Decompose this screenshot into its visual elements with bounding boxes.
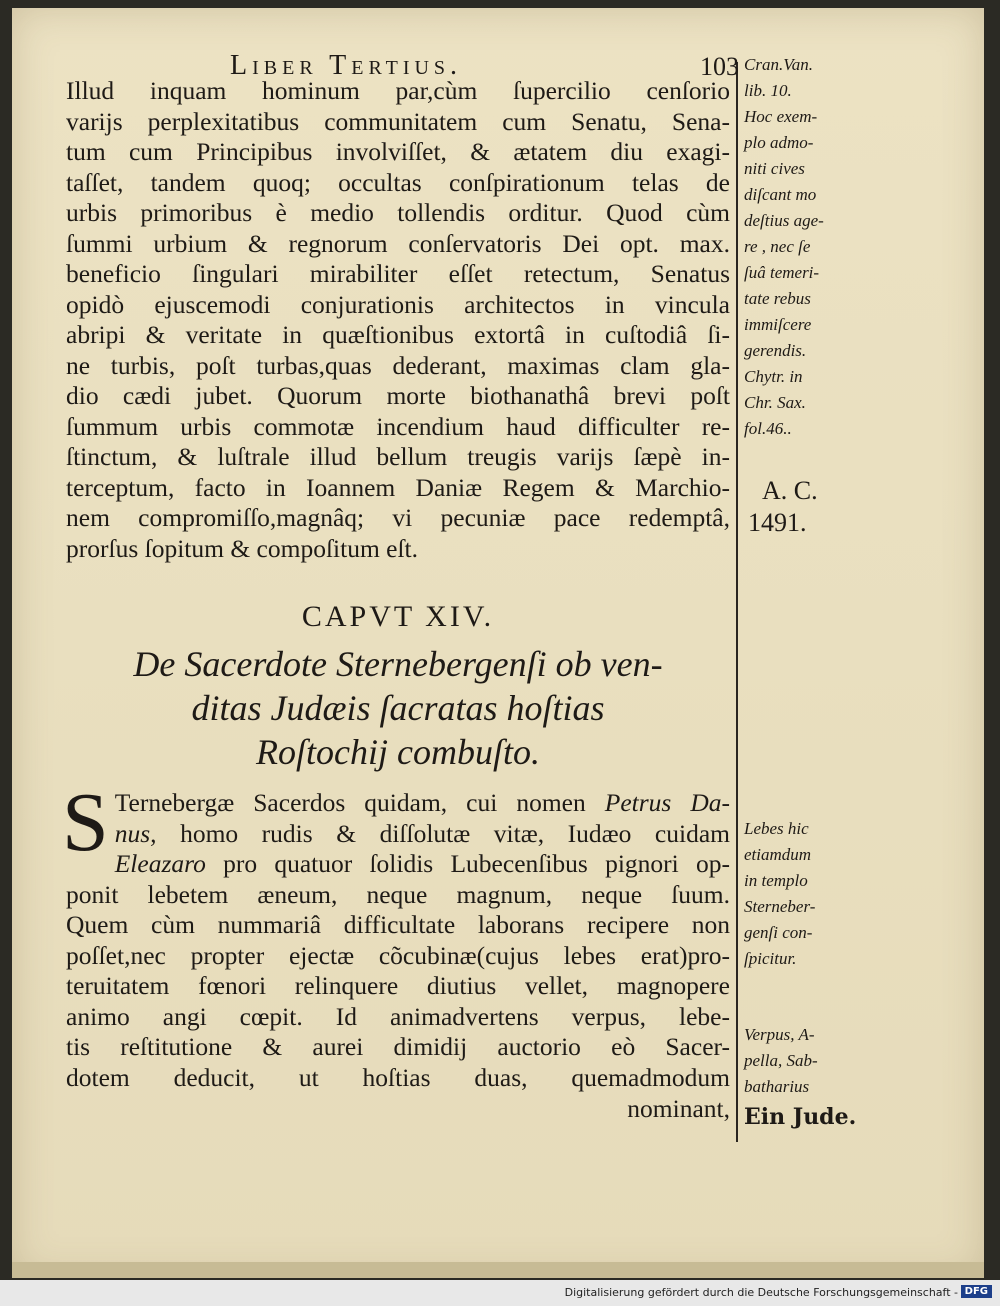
margin-line: niti cives: [744, 159, 805, 178]
text-segment: Ternebergæ Sacerdos quidam, cui nomen: [114, 788, 605, 817]
margin-line: Cran.Van.: [744, 55, 813, 74]
main-text-block: [66, 76, 730, 564]
text-line: prorſus ſopitum & compoſitum eſt.: [66, 533, 419, 563]
running-title: Liber Tertius.: [230, 50, 463, 81]
margin-line: plo admo-: [744, 133, 814, 152]
text-line: opidò ejuscemodi conjurationis architectos in vincula: [66, 289, 730, 319]
margin-line: re , nec ſe: [744, 237, 811, 256]
text-line: ponit lebetem æneum, neque magnum, neque ſuum.: [66, 879, 730, 909]
text-line: abripi & veritate in quæſtionibus extortâ in cuſtodiâ ſi-: [66, 320, 730, 349]
margin-line: in templo: [744, 871, 808, 890]
margin-line: ſpicitur.: [744, 949, 797, 968]
text-line: dio cædi jubet. Quorum morte biothanathâ brevi poſt: [66, 381, 730, 410]
text-line: varijs perplexitatibus communitatem cum Senatu, Sena-: [66, 106, 730, 136]
chapter-title-line: ditas Judæis ſacratas hoſtias: [191, 688, 605, 728]
margin-line: batharius: [744, 1077, 810, 1096]
margin-line: tate rebus: [744, 289, 811, 308]
personal-name: Petrus Da-: [604, 788, 730, 817]
margin-line: Chytr. in: [744, 367, 803, 386]
text-line: Quem cùm nummariâ difficultate laborans recipere non: [66, 910, 730, 939]
text-line: dotem deducit, ut hoſtias duas, quemadmodum: [66, 1062, 730, 1092]
margin-line: etiamdum: [744, 845, 812, 864]
text-line: ſtinctum, & luſtrale illud bellum treugis varijs ſæpè in-: [66, 442, 730, 471]
text-line: beneficio ſingulari mirabiliter eſſet retectum, Senatus: [66, 259, 730, 288]
margin-line: diſcant mo: [744, 185, 817, 204]
text-line: tum cum Principibus involviſſet, & ætatem diu exagi-: [66, 137, 730, 166]
dfg-logo: DFG: [961, 1285, 992, 1298]
margin-line: lib. 10.: [744, 81, 792, 100]
margin-rule: [736, 62, 738, 1142]
text-line: teruitatem fœnori relinquere diutius vellet, magnopere: [66, 971, 730, 1000]
margin-line: immiſcere: [744, 315, 812, 334]
text-line: urbis primoribus è medio tollendis orditur. Quod cùm: [66, 198, 730, 227]
text-line: ne turbis, poſt turbas,quas dederant, maximas clam gla-: [66, 350, 730, 380]
margin-note-citation: [744, 52, 854, 442]
chapter-title-line: De Sacerdote Sternebergenſi ob ven-: [133, 644, 663, 684]
margin-line: Lebes hic: [744, 819, 809, 838]
text-line: nem compromiſſo,magnâq; vi pecuniæ pace redemptâ,: [66, 503, 730, 532]
margin-year-label: A. C.: [762, 476, 818, 505]
text-line: animo angi cœpit. Id animadvertens verpus, lebe-: [66, 1001, 730, 1031]
footer-credit: Digitalisierung gefördert durch die Deutsche Forschungsgemeinschaft -: [564, 1286, 958, 1299]
text-line: terceptum, facto in Ioannem Daniæ Regem & Marchio-: [66, 472, 730, 502]
margin-line: gerendis.: [744, 341, 807, 360]
text-line: [66, 819, 730, 850]
text-line: poſſet,nec propter ejectæ cõcubinæ(cujus lebes erat)pro-: [66, 940, 730, 970]
margin-line: fol.46..: [744, 419, 792, 438]
margin-note-lebes: [744, 816, 854, 972]
margin-blackletter-gloss: Ein Jude.: [744, 1104, 857, 1130]
margin-year: 1491.: [748, 508, 807, 537]
margin-line: genſi con-: [744, 923, 813, 942]
text-line: taſſet, tandem quoq; occultas conſpirationum telas de: [66, 167, 730, 197]
margin-line: Chr. Sax.: [744, 393, 806, 412]
margin-note-verpus: [744, 1022, 854, 1100]
margin-line: Verpus, A-: [744, 1025, 815, 1044]
margin-line: Sterneber-: [744, 897, 816, 916]
text-segment: pro quatuor ſolidis Lubecenſibus pignori op-: [205, 849, 730, 878]
margin-line: ſuâ temeri-: [744, 263, 820, 282]
text-line: [66, 849, 730, 880]
margin-line: Hoc exem-: [744, 107, 818, 126]
personal-name: Eleazaro: [114, 849, 206, 878]
page-bottom-edge: [12, 1262, 984, 1278]
chapter-text-block: [62, 776, 730, 1093]
margin-line: pella, Sab-: [744, 1051, 818, 1070]
text-line: ſummum urbis commotæ incendium haud difficulter re-: [66, 411, 730, 441]
personal-name: nus,: [114, 818, 157, 848]
text-line: tis reſtitutione & aurei dimidij auctorio eò Sacer-: [66, 1032, 730, 1061]
page-number: 103: [700, 52, 739, 81]
chapter-number: CAPVT XIV.: [301, 600, 495, 633]
drop-cap: S: [62, 776, 109, 869]
chapter-title-line: Roſtochij combuſto.: [256, 732, 540, 772]
margin-line: deſtius age-: [744, 211, 824, 230]
text-line: [66, 788, 730, 819]
text-segment: homo rudis & diſſolutæ vitæ, Iudæo cuidam: [156, 818, 730, 848]
text-line: ſummi urbium & regnorum conſervatoris Dei opt. max.: [66, 228, 730, 258]
catchword-line: nominant,: [627, 1094, 730, 1123]
text-line: Illud inquam hominum par,cùm ſupercilio cenſorio: [66, 76, 730, 105]
chapter-title: [66, 642, 730, 774]
